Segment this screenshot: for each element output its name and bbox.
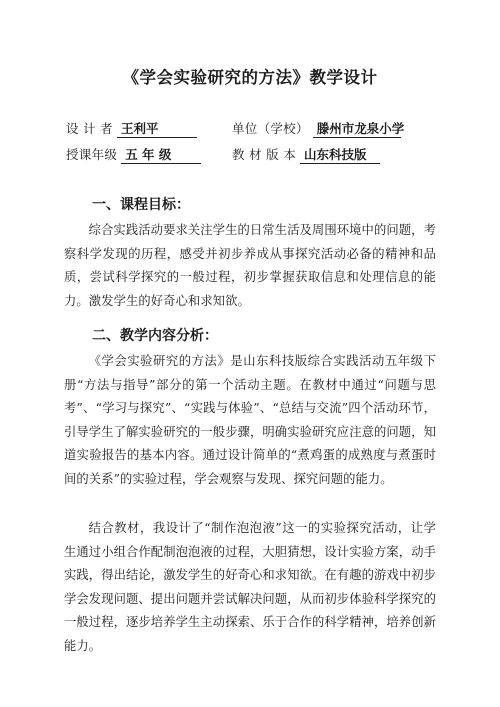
meta-row-grade [66,146,446,164]
unit-value: 滕州市龙泉小学 [313,120,401,138]
paragraph-analysis-2: 结合教材，我设计了“制作泡泡液”这一的实验探究活动，让学生通过小组合作配制泡泡液的过程，大胆猜想，设计实验方案，动手实践，得出结论，激发学生的好奇心和求知欲。在有趣的游戏中初步学会发现问题、提出问题并尝试解决问题，从而初步体验科学探究的一般过程，逐步培养学生主动探索、乐于合作的科学精神，培养创新能力。 [64,521,436,653]
designer-value: 王利平 [117,120,197,138]
designer-label: 设 计 者 [66,121,113,136]
section-heading-analysis: 二、教学内容分析： [92,328,218,344]
edition-value: 山东科技版 [300,146,380,164]
unit-label: 单位（学校） [232,121,309,136]
section-heading-goals: 一、课程目标： [92,197,190,213]
grade-label: 授课年级 [66,147,118,162]
paragraph-goals: 综合实践活动要求关注学生的日常生活及周围环境中的问题，考察科学发现的历程，感受并初步养成从事探究活动必备的精神和品质，尝试科学探究的一般过程，初步掌握获取信息和处理信息的能力。激发学生的好奇心和求知欲。 [64,223,436,308]
paragraph-analysis-1: 《学会实验研究的方法》是山东科技版综合实践活动五年级下册“方法与指导”部分的第一个活动主题。在教材中通过“问题与思考”、“学习与探究”、“实践与体验”、“总结与交流”四个活动环节，引导学生了解实验研究的一般步骤，明确实验研究应注意的问题，知道实验报告的基本内容。通过设计简单的“煮鸡蛋的成熟度与煮蛋时间的关系”的实验过程，学会观察与发现、探究问题的能力。 [64,354,436,486]
edition-label: 教 材 版 本 [232,147,297,162]
document-title: 《学会实验研究的方法》教学设计 [122,68,378,87]
grade-value: 五 年 级 [121,146,201,164]
meta-row-designer [66,120,446,138]
